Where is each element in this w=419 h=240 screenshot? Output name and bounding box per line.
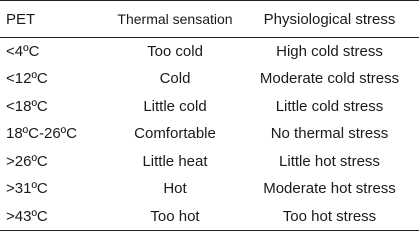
cell-pet: >26ºC (6, 152, 48, 170)
cell-pet: <18ºC (6, 97, 48, 115)
cell-pet: >43ºC (6, 207, 48, 225)
table-row (0, 148, 419, 176)
table-row (0, 93, 419, 121)
cell-stress: High cold stress (276, 43, 383, 60)
table-row (0, 203, 419, 231)
cell-stress: Little cold stress (275, 97, 384, 115)
cell-sensation: Cold (159, 70, 191, 88)
cell-pet: <4ºC (6, 43, 40, 60)
cell-sensation: Little cold (143, 97, 207, 115)
header-thermal-sensation: Thermal sensation (117, 11, 233, 27)
cell-sensation: Comfortable (134, 125, 216, 143)
cell-sensation: Hot (163, 180, 187, 198)
table-row (0, 120, 419, 148)
cell-pet: 18ºC-26ºC (6, 125, 77, 143)
cell-sensation: Too hot (150, 207, 200, 225)
table-row (0, 38, 419, 66)
table-header (0, 1, 419, 38)
header-pet: PET (6, 10, 36, 28)
header-physiological-stress: Physiological stress (263, 10, 396, 28)
cell-stress: Moderate cold stress (259, 70, 400, 88)
cell-stress: Little hot stress (279, 152, 380, 170)
cell-pet: <12ºC (6, 70, 48, 88)
cell-stress: No thermal stress (270, 125, 389, 143)
header-row (0, 1, 419, 38)
table-row (0, 175, 419, 203)
cell-stress: Too hot stress (282, 207, 377, 225)
table-row (0, 65, 419, 93)
cell-sensation: Little heat (142, 152, 208, 170)
table-body (0, 38, 419, 231)
cell-stress: Moderate hot stress (263, 180, 396, 198)
cell-sensation: Too cold (147, 43, 203, 60)
cell-pet: >31ºC (6, 180, 48, 198)
